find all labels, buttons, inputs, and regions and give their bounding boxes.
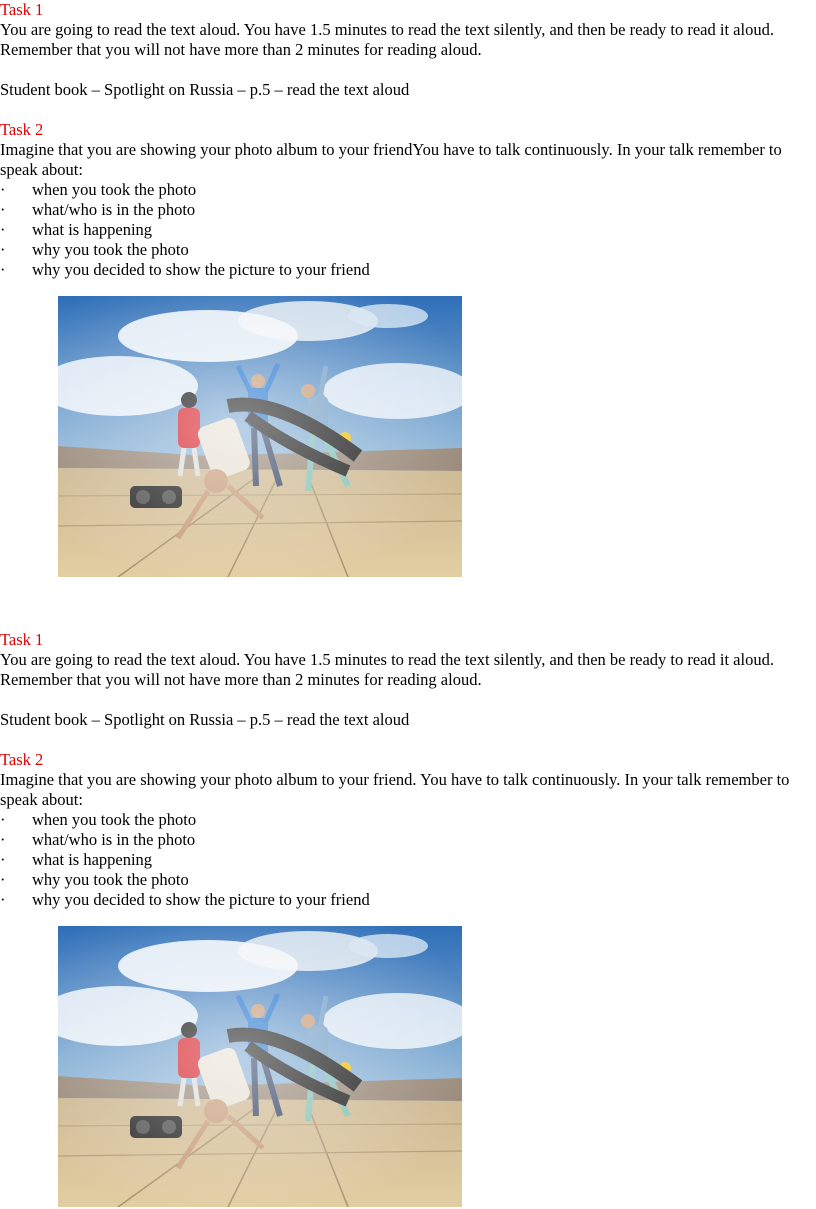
list-item bbox=[0, 220, 816, 240]
bullet-icon: · bbox=[0, 260, 6, 279]
list-item bbox=[0, 810, 816, 830]
bullet-text: why you decided to show the picture to your friend bbox=[32, 890, 370, 909]
bullet-text: when you took the photo bbox=[32, 180, 197, 199]
section-2 bbox=[0, 630, 816, 910]
list-item bbox=[0, 240, 816, 260]
task1-instructions: You are going to read the text aloud. You have 1.5 minutes to read the text silently, and then be ready to read it aloud. Remember that you will not have more than 2 minutes for reading aloud. bbox=[0, 20, 774, 59]
student-book-reference: Student book – Spotlight on Russia – p.5 – read the text aloud bbox=[0, 710, 410, 729]
bullet-icon: · bbox=[0, 240, 6, 259]
bullet-text: when you took the photo bbox=[32, 810, 197, 829]
bullet-icon: · bbox=[0, 180, 6, 199]
task2-title: Task 2 bbox=[0, 120, 44, 139]
breakdance-photo bbox=[58, 296, 462, 577]
bullet-text: what/who is in the photo bbox=[32, 830, 196, 849]
list-item bbox=[0, 850, 816, 870]
section-1 bbox=[0, 0, 816, 280]
task2-title: Task 2 bbox=[0, 750, 44, 769]
bullet-icon: · bbox=[0, 850, 6, 869]
bullet-text: why you decided to show the picture to your friend bbox=[32, 260, 370, 279]
bullet-list bbox=[0, 810, 816, 910]
list-item bbox=[0, 260, 816, 280]
bullet-text: why you took the photo bbox=[32, 870, 189, 889]
bullet-text: what is happening bbox=[32, 850, 153, 869]
task1-title: Task 1 bbox=[0, 0, 44, 19]
bullet-text: what/who is in the photo bbox=[32, 200, 196, 219]
list-item bbox=[0, 200, 816, 220]
list-item bbox=[0, 180, 816, 200]
bullet-icon: · bbox=[0, 200, 6, 219]
bullet-text: why you took the photo bbox=[32, 240, 189, 259]
task1-instructions: You are going to read the text aloud. You have 1.5 minutes to read the text silently, and then be ready to read it aloud. Remember that you will not have more than 2 minutes for reading aloud. bbox=[0, 650, 774, 689]
student-book-reference: Student book – Spotlight on Russia – p.5 – read the text aloud bbox=[0, 80, 410, 99]
photo-illustration bbox=[58, 296, 462, 577]
bullet-icon: · bbox=[0, 220, 6, 239]
bullet-icon: · bbox=[0, 810, 6, 829]
task2-instructions: Imagine that you are showing your photo album to your friend. You have to talk continuously. In your talk remember to speak about: bbox=[0, 770, 790, 809]
task2-instructions: Imagine that you are showing your photo album to your friendYou have to talk continuously. In your talk remember to speak about: bbox=[0, 140, 782, 179]
bullet-text: what is happening bbox=[32, 220, 153, 239]
bullet-icon: · bbox=[0, 870, 6, 889]
photo-illustration bbox=[58, 926, 462, 1207]
list-item bbox=[0, 830, 816, 850]
bullet-list bbox=[0, 180, 816, 280]
breakdance-photo bbox=[58, 926, 462, 1207]
list-item bbox=[0, 890, 816, 910]
task1-title: Task 1 bbox=[0, 630, 44, 649]
list-item bbox=[0, 870, 816, 890]
bullet-icon: · bbox=[0, 890, 6, 909]
bullet-icon: · bbox=[0, 830, 6, 849]
